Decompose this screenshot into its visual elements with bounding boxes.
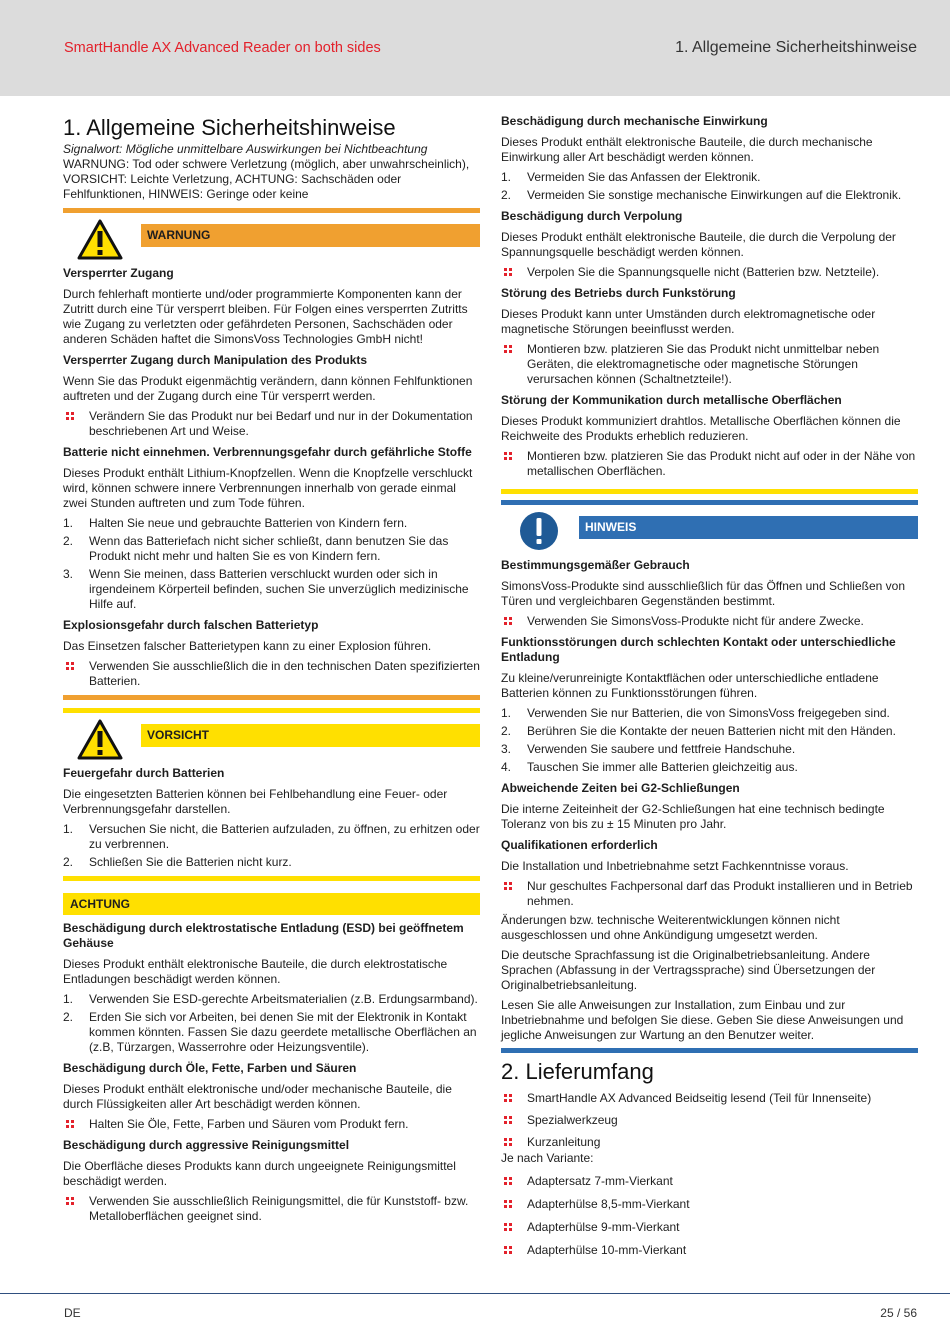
bullet-icon xyxy=(504,1200,513,1209)
list-item: 3. Verwenden Sie saubere und fettfreie Handschuhe. xyxy=(501,742,796,756)
heading-esd: Beschädigung durch elektrostatische Entladung (ESD) bei geöffnetem Gehäuse xyxy=(63,921,464,950)
heading-metall: Störung der Kommunikation durch metallische Oberflächen xyxy=(501,393,842,407)
page-header xyxy=(0,0,950,96)
list-item: 2. Berühren Sie die Kontakte der neuen Batterien nicht mit den Händen. xyxy=(501,724,896,738)
list-item: 2. Vermeiden Sie sonstige mechanische Einwirkungen auf die Elektronik. xyxy=(501,188,902,202)
achtung-bottom-bar xyxy=(501,489,918,494)
bullet-icon xyxy=(504,1223,513,1232)
right-column xyxy=(501,114,918,1262)
text-verpolung: Dieses Produkt enthält elektronische Bauteile, die durch die Verpolung der Spannungsquelle beschädigt werden können. xyxy=(501,230,896,259)
vorsicht-bottom-bar xyxy=(63,876,480,881)
heading-batterie: Batterie nicht einnehmen. Verbrennungsgefahr durch gefährliche Stoffe xyxy=(63,445,472,459)
list-item: SmartHandle AX Advanced Beidseitig lesend (Teil für Innenseite) xyxy=(501,1091,918,1106)
text-esd: Dieses Produkt enthält elektronische Bauteile, die durch elektrostatische Entladungen beschädigt werden können. xyxy=(63,957,448,986)
list-item: 2. Schließen Sie die Batterien nicht kurz. xyxy=(63,855,292,869)
list-item: 4. Tauschen Sie immer alle Batterien gleichzeitig aus. xyxy=(501,760,798,774)
bullet-icon xyxy=(504,345,513,354)
info-exclamation-icon xyxy=(517,510,563,552)
vorsicht-label: VORSICHT xyxy=(141,724,480,747)
heading-reinigung: Beschädigung durch aggressive Reinigungsmittel xyxy=(63,1138,350,1152)
heading-gebrauch: Bestimmungsgemäßer Gebrauch xyxy=(501,558,690,572)
bullet-icon xyxy=(504,1116,513,1125)
list-item: Verändern Sie das Produkt nur bei Bedarf und nur in der Dokumentation beschriebenen Art und Weise. xyxy=(63,409,480,439)
text-manipulation: Wenn Sie das Produkt eigenmächtig verändern, dann können Fehlfunktionen auftreten und der Zugang durch eine Tür versperrt werden. xyxy=(63,374,473,403)
text-explosion: Das Einsetzen falscher Batterietypen kann zu einer Explosion führen. xyxy=(63,639,432,653)
list-item: Adapterhülse 10-mm-Vierkant xyxy=(501,1243,918,1258)
text-variante: Je nach Variante: xyxy=(501,1151,594,1165)
list-item: Spezialwerkzeug xyxy=(501,1113,918,1128)
footer-language: DE xyxy=(64,1306,81,1320)
hinweis-bottom-bar xyxy=(501,1048,918,1053)
list-item: 1. Halten Sie neue und gebrauchte Batterien von Kindern fern. xyxy=(63,516,408,530)
achtung-label: ACHTUNG xyxy=(63,893,480,915)
section-title-lieferumfang: 2. Lieferumfang xyxy=(501,1059,654,1084)
list-item: 2. Wenn das Batteriefach nicht sicher schließt, dann benutzen Sie das Produkt nicht mehr und halten Sie es von Kindern fern. xyxy=(63,534,449,563)
heading-kontakt: Funktionsstörungen durch schlechten Kontakt oder unterschiedliche Entladung xyxy=(501,635,896,664)
warnung-bottom-bar xyxy=(63,695,480,700)
warnung-top-bar xyxy=(63,208,480,213)
bullet-icon xyxy=(504,882,513,891)
text-qualifikation: Die Installation und Inbetriebnahme setzt Fachkenntnisse voraus. xyxy=(501,859,849,873)
text-aenderungen: Änderungen bzw. technische Weiterentwicklungen können nicht ausgeschlossen und ohne Ankündigung umgesetzt werden. xyxy=(501,913,840,942)
list-item: Montieren bzw. platzieren Sie das Produkt nicht unmittelbar neben Geräten, die elektromagnetische oder magnetische Störungen verursachen können (Schaltnetzteile!). xyxy=(501,342,918,387)
list-item: Adapterhülse 9-mm-Vierkant xyxy=(501,1220,918,1235)
left-column xyxy=(63,112,480,1228)
list-item: 1. Verwenden Sie nur Batterien, die von SimonsVoss freigegeben sind. xyxy=(501,706,890,720)
list-item: 2. Erden Sie sich vor Arbeiten, bei denen Sie mit der Elektronik in Kontakt kommen könnten. Fassen Sie dazu geerdete metallische Oberflächen an (z.B, Türzargen, Wasserrohre oder Heizungsventile). xyxy=(63,1010,477,1054)
bullet-icon xyxy=(66,662,75,671)
list-item: Montieren bzw. platzieren Sie das Produkt nicht auf oder in der Nähe von metallischen Oberflächen. xyxy=(501,449,918,479)
bullet-icon xyxy=(66,412,75,421)
list-item: 1. Versuchen Sie nicht, die Batterien aufzuladen, zu öffnen, zu erhitzen oder zu verbrennen. xyxy=(63,822,480,851)
signalwort-intro: WARNUNG: Tod oder schwere Verletzung (möglich, aber unwahrscheinlich), VORSICHT: Leichte Verletzung, ACHTUNG: Sachschäden oder Fehlfunktionen, HINWEIS: Geringe oder keine xyxy=(63,157,470,201)
text-versperrter-zugang: Durch fehlerhaft montierte und/oder programmierte Komponenten kann der Zutritt durch eine Tür versperrt bleiben. Für Folgen eines versperrten Zutritts wie Zugang zu verletzten oder gefährdeten Personen, Sachschäden oder anderen Schäden haftet die SimonsVoss Technologies GmbH nicht! xyxy=(63,287,468,346)
text-kontakt: Zu kleine/verunreinigte Kontaktflächen oder unterschiedliche entladene Batterien können zu Funktionsstörungen führen. xyxy=(501,671,879,700)
list-item: Verpolen Sie die Spannungsquelle nicht (Batterien bzw. Netzteile). xyxy=(501,265,918,280)
heading-versperrter-zugang: Versperrter Zugang xyxy=(63,266,174,280)
footer-page-number: 25 / 56 xyxy=(880,1306,917,1320)
list-item: Verwenden Sie ausschließlich die in den technischen Daten spezifizierten Batterien. xyxy=(63,659,480,689)
list-item: Halten Sie Öle, Fette, Farben und Säuren vom Produkt fern. xyxy=(63,1117,480,1132)
text-anweisungen: Lesen Sie alle Anweisungen zur Installation, zum Einbau und zur Inbetriebnahme und befolgen Sie diese. Geben Sie diese Anweisungen und jegliche Anweisungen zur Wartung an den Benutzer weiter. xyxy=(501,998,904,1042)
list-item: Adaptersatz 7-mm-Vierkant xyxy=(501,1174,918,1189)
text-reinigung: Die Oberfläche dieses Produkts kann durch ungeeignete Reinigungsmittel beschädigt werden. xyxy=(63,1159,456,1188)
heading-mechanisch: Beschädigung durch mechanische Einwirkung xyxy=(501,114,768,128)
heading-funkstoerung: Störung des Betriebs durch Funkstörung xyxy=(501,286,736,300)
text-funkstoerung: Dieses Produkt kann unter Umständen durch elektromagnetische oder magnetische Störungen beeinflusst werden. xyxy=(501,307,876,336)
hinweis-callout xyxy=(501,508,918,554)
header-product-title: SmartHandle AX Advanced Reader on both sides xyxy=(64,40,381,56)
bullet-icon xyxy=(504,1094,513,1103)
list-item: 1. Verwenden Sie ESD-gerechte Arbeitsmaterialien (z.B. Erdungsarmband). xyxy=(63,992,478,1006)
bullet-icon xyxy=(504,268,513,277)
heading-qualifikation: Qualifikationen erforderlich xyxy=(501,838,658,852)
text-mechanisch: Dieses Produkt enthält elektronische Bauteile, die durch mechanische Einwirkung aller Art beschädigt werden können. xyxy=(501,135,873,164)
list-item: Verwenden Sie ausschließlich Reinigungsmittel, die für Kunststoff- bzw. Metalloberflächen geeignet sind. xyxy=(63,1194,480,1224)
list-item: Verwenden Sie SimonsVoss-Produkte nicht für andere Zwecke. xyxy=(501,614,918,629)
list-item: Kurzanleitung xyxy=(501,1135,918,1150)
bullet-icon xyxy=(504,1138,513,1147)
text-feuergefahr: Die eingesetzten Batterien können bei Fehlbehandlung eine Feuer- oder Verbrennungsgefahr darstellen. xyxy=(63,787,448,816)
text-batterie: Dieses Produkt enthält Lithium-Knopfzellen. Wenn die Knopfzelle verschluckt wird, können schwere innere Verbrennungen innerhalb von gerade einmal zwei Stunden auftreten und zum Tode führen. xyxy=(63,466,473,510)
heading-g2: Abweichende Zeiten bei G2-Schließungen xyxy=(501,781,740,795)
text-oele: Dieses Produkt enthält elektronische und/oder mechanische Bauteile, die durch Flüssigkeiten aller Art beschädigt werden können. xyxy=(63,1082,452,1111)
heading-oele: Beschädigung durch Öle, Fette, Farben und Säuren xyxy=(63,1061,357,1075)
text-g2: Die interne Zeiteinheit der G2-Schließungen hat eine technisch bedingte Toleranz von bis zu ± 15 Minuten pro Jahr. xyxy=(501,802,885,831)
heading-explosion: Explosionsgefahr durch falschen Batterietyp xyxy=(63,618,319,632)
hinweis-label: HINWEIS xyxy=(579,516,918,539)
bullet-icon xyxy=(504,617,513,626)
vorsicht-top-bar xyxy=(63,708,480,713)
warning-triangle-icon xyxy=(77,218,123,260)
list-item: Adapterhülse 8,5-mm-Vierkant xyxy=(501,1197,918,1212)
section-title: 1. Allgemeine Sicherheitshinweise xyxy=(63,115,396,140)
warnung-label: WARNUNG xyxy=(141,224,480,247)
list-item: 1. Vermeiden Sie das Anfassen der Elektronik. xyxy=(501,170,761,184)
header-chapter-title: 1. Allgemeine Sicherheitshinweise xyxy=(675,39,917,56)
bullet-icon xyxy=(66,1120,75,1129)
signalwort-text: Signalwort: Mögliche unmittelbare Auswirkungen bei Nichtbeachtung xyxy=(63,142,428,156)
text-gebrauch: SimonsVoss-Produkte sind ausschließlich für das Öffnen und Schließen von Türen und vergleichbaren Gegenständen bestimmt. xyxy=(501,579,905,608)
bullet-icon xyxy=(504,1177,513,1186)
bullet-icon xyxy=(66,1197,75,1206)
footer-divider xyxy=(0,1293,950,1294)
heading-manipulation: Versperrter Zugang durch Manipulation des Produkts xyxy=(63,353,368,367)
text-sprachfassung: Die deutsche Sprachfassung ist die Originalbetriebsanleitung. Andere Sprachen (Abfassung in der Vertragssprache) sind Übersetzungen der Originalbetriebsanleitung. xyxy=(501,948,876,992)
list-item: Nur geschultes Fachpersonal darf das Produkt installieren und in Betrieb nehmen. xyxy=(501,879,918,909)
heading-verpolung: Beschädigung durch Verpolung xyxy=(501,209,683,223)
text-metall: Dieses Produkt kommuniziert drahtlos. Metallische Oberflächen können die Reichweite des Produkts erheblich reduzieren. xyxy=(501,414,901,443)
heading-feuergefahr: Feuergefahr durch Batterien xyxy=(63,766,225,780)
bullet-icon xyxy=(504,452,513,461)
caution-triangle-icon xyxy=(77,718,123,760)
warnung-callout xyxy=(63,216,480,262)
bullet-icon xyxy=(504,1246,513,1255)
hinweis-top-bar xyxy=(501,500,918,505)
vorsicht-callout xyxy=(63,716,480,762)
list-item: 3. Wenn Sie meinen, dass Batterien verschluckt wurden oder sich in irgendeinem Körperteil befinden, suchen Sie unverzüglich medizinische Hilfe auf. xyxy=(63,567,469,611)
